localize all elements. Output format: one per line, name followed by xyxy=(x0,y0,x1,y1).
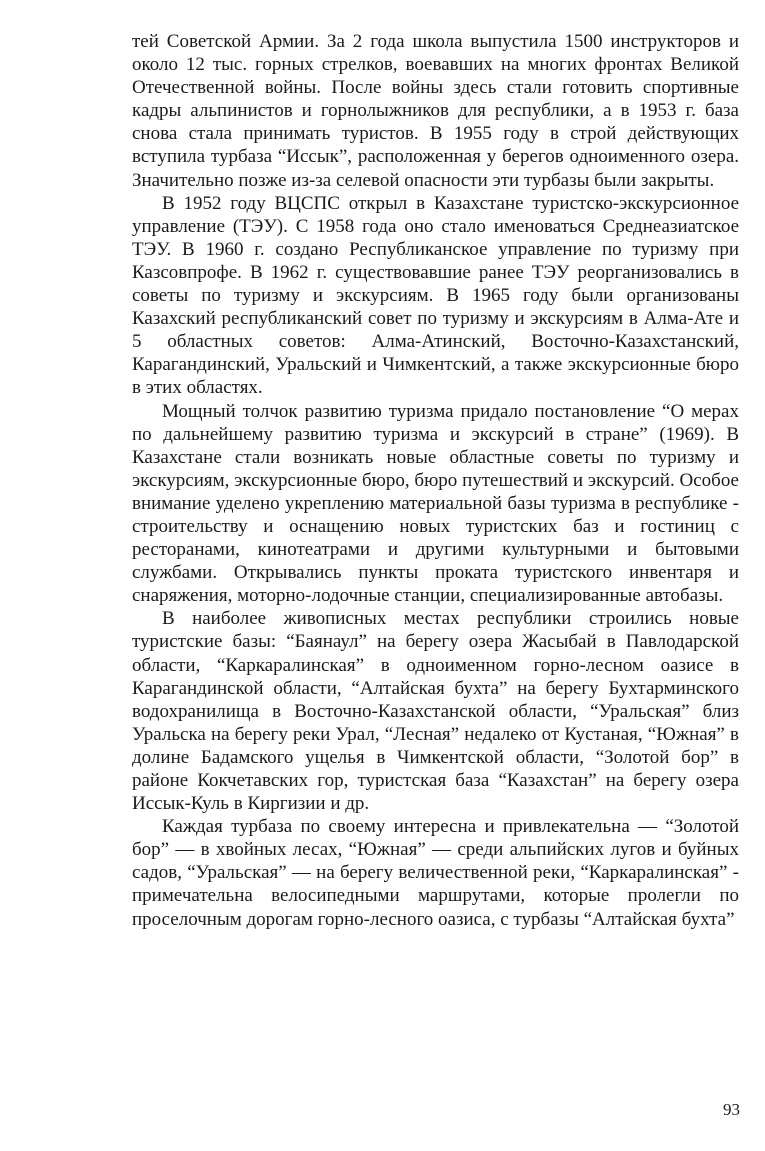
paragraph-1: тей Советской Армии. За 2 года школа выпустила 1500 инструкторов и около 12 тыс. горных стрелков, воевавших на многих фронтах Великой Отечественной войны. После войны здесь стали готовить спортивные кадры альпинистов и горнолыжников для республики, а в 1953 г. база снова стала принимать туристов. В 1955 году в строй действующих вступила турбаза “Иссык”, расположенная у берегов одноименного озера. Значительно позже из-за селевой опасности эти турбазы были закрыты. xyxy=(132,31,739,191)
paragraph-4: В наиболее живописных местах республики строились новые туристские базы: “Баянаул” на берегу озера Жасыбай в Павлодарской области, “Каркаралинская” в одноименном горно-лесном оазисе в Карагандинской области, “Алтайская бухта” на берегу Бухтарминского водохранилища в Восточно-Казахстанской области, “Уральская” близ Уральска на берегу реки Урал, “Лесная” недалеко от Кустаная, “Южная” в долине Бадамского ущелья в Чимкентской области, “Золотой бор” в районе Кокчетавских гор, туристская база “Казахстан” на берегу озера Иссык-Куль в Киргизии и др. xyxy=(132,608,739,815)
paragraph-3: Мощный толчок развитию туризма придало постановление “О мерах по дальнейшему развитию туризма и экскурсий в стране” (1969). В Казахстане стали возникать новые областные советы по туризму и экскурсиям, экскурсионные бюро, бюро путешествий и экскурсий. Особое внимание уделено укреплению материальной базы туризма в республике - строительству и оснащению новых туристских баз и гостиниц с ресторанами, кинотеатрами и другими культурными и бытовыми службами. Открывались пункты проката туристского инвентаря и снаряжения, моторно-лодочные станции, специализированные автобазы. xyxy=(132,400,739,607)
body-text xyxy=(132,30,739,931)
page-number: 93 xyxy=(723,1100,740,1119)
paragraph-5: Каждая турбаза по своему интересна и привлекательна — “Золотой бор” — в хвойных лесах, “Южная” — среди альпийских лугов и буйных садов, “Уральская” — на берегу величественной реки, “Каркаралинская” - примечательна велосипедными маршрутами, которые пролегли по проселочным дорогам горно-лесного оазиса, с турбазы “Алтайская бухта” xyxy=(132,816,739,930)
paragraph-2: В 1952 году ВЦСПС открыл в Казахстане туристско-экскурсионное управление (ТЭУ). С 1958 года оно стало именоваться Среднеазиатское ТЭУ. В 1960 г. создано Республиканское управление по туризму при Казсовпрофе. В 1962 г. существовавшие ранее ТЭУ реорганизовались в советы по туризму и экскурсиям. В 1965 году были организованы Казахский республиканский совет по туризму и экскурсиям в Алма-Ате и 5 областных советов: Алма-Атинский, Восточно-Казахстанский, Карагандинский, Уральский и Чимкентский, а также экскурсионные бюро в этих областях. xyxy=(132,192,739,399)
